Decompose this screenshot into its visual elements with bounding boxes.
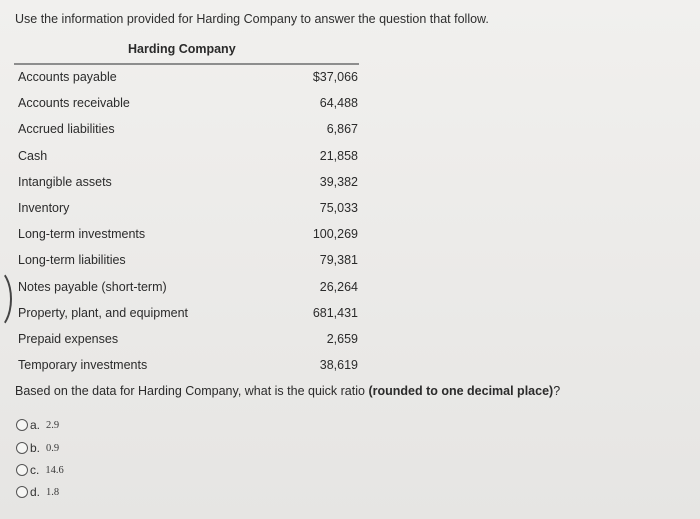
answer-option-d[interactable]	[16, 483, 59, 501]
row-value: 79,381	[319, 253, 358, 267]
question-body: Based on the data for Harding Company, what is the quick ratio	[15, 384, 369, 398]
option-value: 0.9	[46, 442, 60, 454]
table-row	[18, 227, 358, 247]
row-label: Long-term liabilities	[18, 253, 126, 267]
row-value: 75,033	[319, 201, 358, 215]
option-value: 2.9	[46, 419, 60, 431]
question-text	[15, 384, 560, 398]
page-edge-mark	[0, 268, 12, 330]
option-letter: c.	[30, 463, 40, 477]
question-emphasis: (rounded to one decimal place)	[368, 384, 554, 398]
table-row	[18, 96, 358, 116]
row-label: Long-term investments	[18, 227, 146, 241]
table-row	[18, 358, 358, 378]
option-letter: b.	[30, 441, 41, 455]
table-row	[18, 70, 358, 90]
table-row	[18, 175, 358, 195]
row-label: Property, plant, and equipment	[18, 306, 189, 320]
answer-option-c[interactable]	[16, 461, 64, 479]
answer-option-b[interactable]	[16, 439, 59, 457]
row-label: Inventory	[18, 201, 70, 215]
option-value: 14.6	[45, 464, 64, 476]
row-value: 21,858	[319, 149, 358, 163]
radio-button[interactable]	[16, 442, 28, 454]
row-value: 39,382	[319, 175, 358, 189]
row-value: 681,431	[312, 306, 358, 320]
instructions-text: Use the information provided for Harding Company to answer the question that follow.	[15, 12, 489, 26]
row-value: 6,867	[326, 122, 358, 136]
answer-option-a[interactable]	[16, 416, 59, 434]
row-label: Temporary investments	[18, 358, 148, 372]
row-label: Prepaid expenses	[18, 332, 119, 346]
row-label: Cash	[18, 149, 48, 163]
table-title: Harding Company	[128, 42, 236, 56]
row-value: 64,488	[319, 96, 358, 110]
table-row	[18, 306, 358, 326]
table-row	[18, 332, 358, 352]
table-row	[18, 122, 358, 142]
table-row	[18, 280, 358, 300]
question-end: ?	[553, 384, 561, 398]
table-row	[18, 201, 358, 221]
row-label: Intangible assets	[18, 175, 112, 189]
option-letter: d.	[30, 485, 41, 499]
radio-button[interactable]	[16, 486, 28, 498]
row-label: Accounts payable	[18, 70, 117, 84]
row-value: 38,619	[319, 358, 358, 372]
title-divider	[14, 63, 359, 65]
table-row	[18, 253, 358, 273]
row-label: Notes payable (short-term)	[18, 280, 167, 294]
table-row	[18, 149, 358, 169]
row-value: 100,269	[312, 227, 358, 241]
row-value: 26,264	[319, 280, 358, 294]
row-value: $37,066	[312, 70, 358, 84]
row-label: Accrued liabilities	[18, 122, 115, 136]
radio-button[interactable]	[16, 419, 28, 431]
row-value: 2,659	[326, 332, 358, 346]
row-label: Accounts receivable	[18, 96, 130, 110]
option-value: 1.8	[46, 486, 60, 498]
option-letter: a.	[30, 418, 41, 432]
radio-button[interactable]	[16, 464, 28, 476]
